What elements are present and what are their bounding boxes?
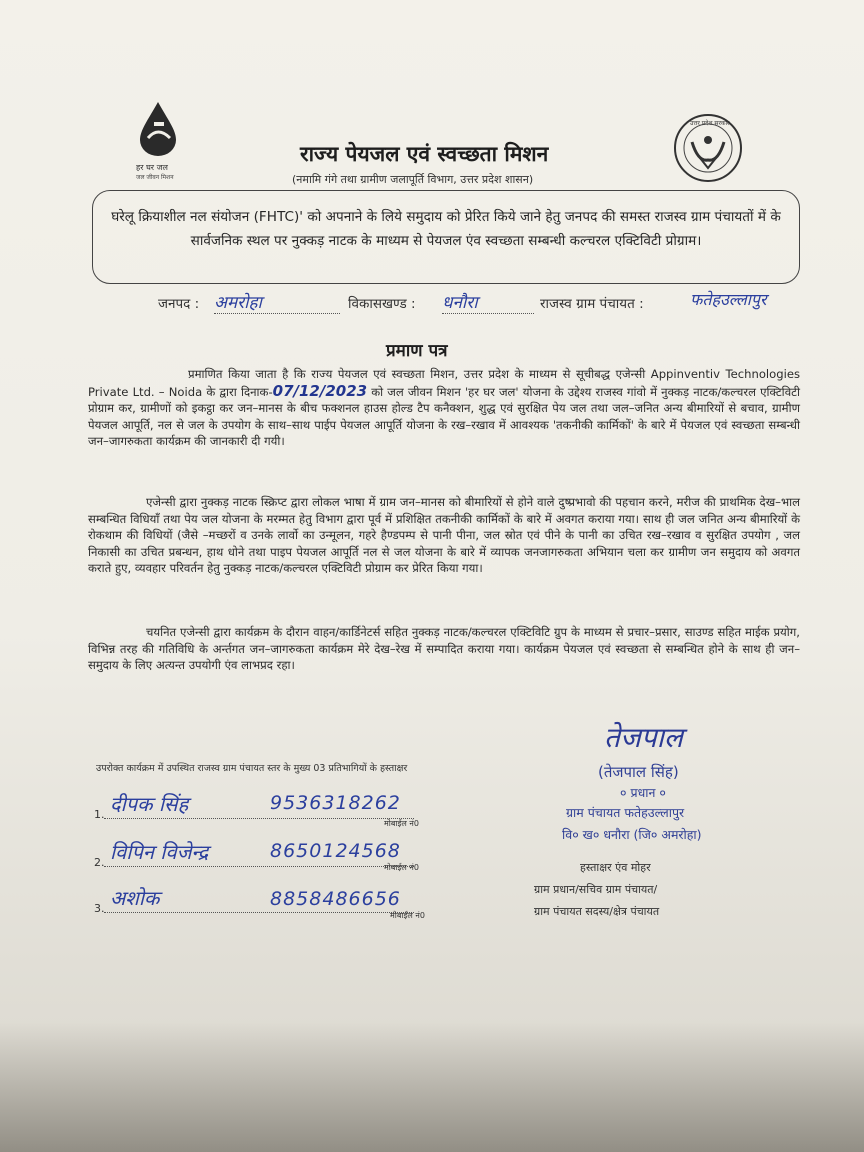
seal-label: उत्तर प्रदेश सरकार: [690, 120, 730, 127]
photo-shadow: [0, 1022, 864, 1152]
participant-phone: 8650124568: [270, 840, 401, 862]
logo-caption-line2: जल जीवन मिशन: [136, 174, 174, 181]
program-banner-text: घरेलू क्रियाशील नल संयोजन (FHTC)' को अपनाने के लिये समुदाय को प्रेरित किये जाने हेतु जनपद की समस्त राजस्व ग्राम पंचायतों में के सार्वजनिक स्थल पर नुक्कड़ नाटक के माध्यम से पेयजल एंव स्वच्छता सम्बन्धी कल्चरल एक्टिविटी प्रोग्राम।: [111, 209, 781, 249]
document-subtitle: (नमामि गंगे तथा ग्रामीण जलापूर्ति विभाग, उत्तर प्रदेश शासन): [292, 173, 534, 186]
block-value: धनौरा: [442, 290, 534, 314]
har-ghar-jal-logo: [132, 100, 202, 180]
mobile-label: मोबाईल नं0: [384, 863, 419, 872]
participant-phone: 8858486656: [270, 888, 401, 910]
participant-name: दीपक सिंह: [110, 792, 189, 816]
participant-name: विपिन विजेन्द्र: [110, 840, 209, 864]
signature-line: [104, 866, 414, 867]
mobile-label: मोबाईल नं0: [390, 911, 425, 920]
logo-caption-line1: हर घर जल: [136, 163, 168, 172]
block-label: विकासखण्ड :: [348, 296, 416, 312]
document-title: राज्य पेयजल एवं स्वच्छता मिशन: [300, 142, 549, 166]
mobile-label: मोबाईल नं0: [384, 819, 419, 828]
district-field: [214, 290, 340, 312]
pradhan-signature: तेजपाल: [604, 721, 683, 754]
participant-number: 3.: [94, 902, 105, 915]
signatory-caption-3: ग्राम पंचायत सदस्य/क्षेत्र पंचायत: [534, 905, 660, 918]
participants-intro: उपरोक्त कार्यक्रम में उपस्थित राजस्व ग्राम पंचायत स्तर के मुख्य 03 प्रतिभागियों के हस्ताक्षर: [96, 763, 408, 774]
participant-number: 1.: [94, 808, 105, 821]
stamp-line-1: ग्राम पंचायत फतेहउल्लापुर: [566, 805, 685, 820]
signatory-caption-2: ग्राम प्रधान/सचिव ग्राम पंचायत/: [534, 883, 658, 896]
paragraph-1-part-b: को जल जीवन मिशन 'हर घर जल' योजना के उद्देश्य राजस्व गांवो में नुक्कड़ नाटक/कल्चरल एक्टिविटी प्रोग्राम कर, ग्रामीणों को इकट्ठा कर जन–मानस के बीच फक्शनल हाउस होल्ड टैप कनैक्शन, शुद्ध एवं सुरक्षित पेय जल तथा जल–जनित अन्य बीमारियों से बचाव, ग्रामीण पेयजल आपूर्ति, नल से जल के उपयोग के साथ–साथ पाईप पेयजल आपूर्ति योजना के रख–रखाव में आवश्यक 'तकनीकी कार्मिकों' के बारे में पेयजल एवं स्वच्छता सम्बन्धी जन–जागरुकता कार्यक्रम की जानकारी दी गयी।: [88, 384, 800, 449]
stamp-line-2: वि० ख० धनौरा (जि० अमरोहा): [562, 827, 702, 842]
signatory-caption-1: हस्ताक्षर एंव मोहर: [580, 861, 651, 874]
program-date: 07/12/2023: [272, 381, 368, 400]
water-drop-icon: [132, 100, 202, 158]
stamp-name: (तेजपाल सिंह): [598, 763, 679, 781]
paragraph-2: एजेन्सी द्वारा नुक्कड़ नाटक स्क्रिप्ट द्वारा लोकल भाषा में ग्राम जन–मानस को बीमारियों से होने वाले दुष्प्रभावो की पहचान करने, मरीज की प्राथमिक देख–भाल सम्बन्धित विधियाँ तथा पेय जल योजना के मरम्मत हेतु विभाग द्वारा पूर्व में प्रशिक्षित तकनीकी कार्मिकों के बारे में अवगत कराया गया। साथ ही जल जनित अन्य बीमारियों के रोकथाम की विधियों (जैसे –मच्छरों व उनके लार्वो का उन्मूलन, गहरे हैण्डपम्प से पानी पीना, जल स्रोत एवं पीने के पानी का उचित रख–रखाव व सुरक्षित उपयोग , जल निकासी का उचित प्रबन्धन, हाथ धोने तथा पाइप पेयजल आपूर्ति नल से जल योजना के बारे में व्यापक जनजागरुकता अभियान चला कर ग्रामीण जन समुदाय को अवगत कराते हुए, व्यवहार परिवर्तन हेतु नुक्कड़ नाटक/कल्चरल एक्टिविटी प्रोग्राम कर प्रेरित किया गया।: [88, 495, 800, 576]
panchayat-label: राजस्व ग्राम पंचायत :: [540, 296, 644, 312]
participant-phone: 9536318262: [270, 792, 401, 814]
paragraph-1-part-a: प्रमाणित किया जाता है कि राज्य पेयजल एवं स्वच्छता मिशन, उत्तर प्रदेश के माध्यम से सूचीबद्ध एजेन्सी Appinventiv Technologies Private Ltd. – Noida के द्वारा दिनाक-: [88, 367, 800, 399]
district-label: जनपद :: [158, 296, 200, 312]
signature-line: [104, 818, 414, 819]
participant-name: अशोक: [110, 886, 160, 910]
paragraph-3: चयनित एजेन्सी द्वारा कार्यक्रम के दौरान वाहन/कार्डिनेटर्स सहित नुक्कड़ नाटक/कल्चरल एक्टिविटि ग्रुप के माध्यम से प्रचार–प्रसार, साउण्ड सहित माईक प्रयोग, विभिन्न तरह की गतिविधि के अर्न्तगत जन–जागरुकता कार्यक्रम मेरे देख–रेख में सम्पादित कराया गया। कार्यक्रम पेयजल एवं स्वच्छता से सम्बन्धित होने के साथ ही जन–समुदाय के लिए अत्यन्त उपयोगी एंव लाभप्रद रहा।: [88, 625, 800, 673]
signature-line: [104, 912, 414, 913]
panchayat-field: [690, 288, 840, 310]
panchayat-value: फतेहउल्लापुर: [690, 290, 767, 309]
certificate-heading: प्रमाण पत्र: [386, 341, 448, 361]
stamp-role: ० प्रधान ०: [620, 785, 666, 800]
paragraph-1: [88, 366, 800, 450]
participant-number: 2.: [94, 856, 105, 869]
block-field: [442, 290, 534, 312]
district-value: अमरोहा: [214, 290, 340, 314]
